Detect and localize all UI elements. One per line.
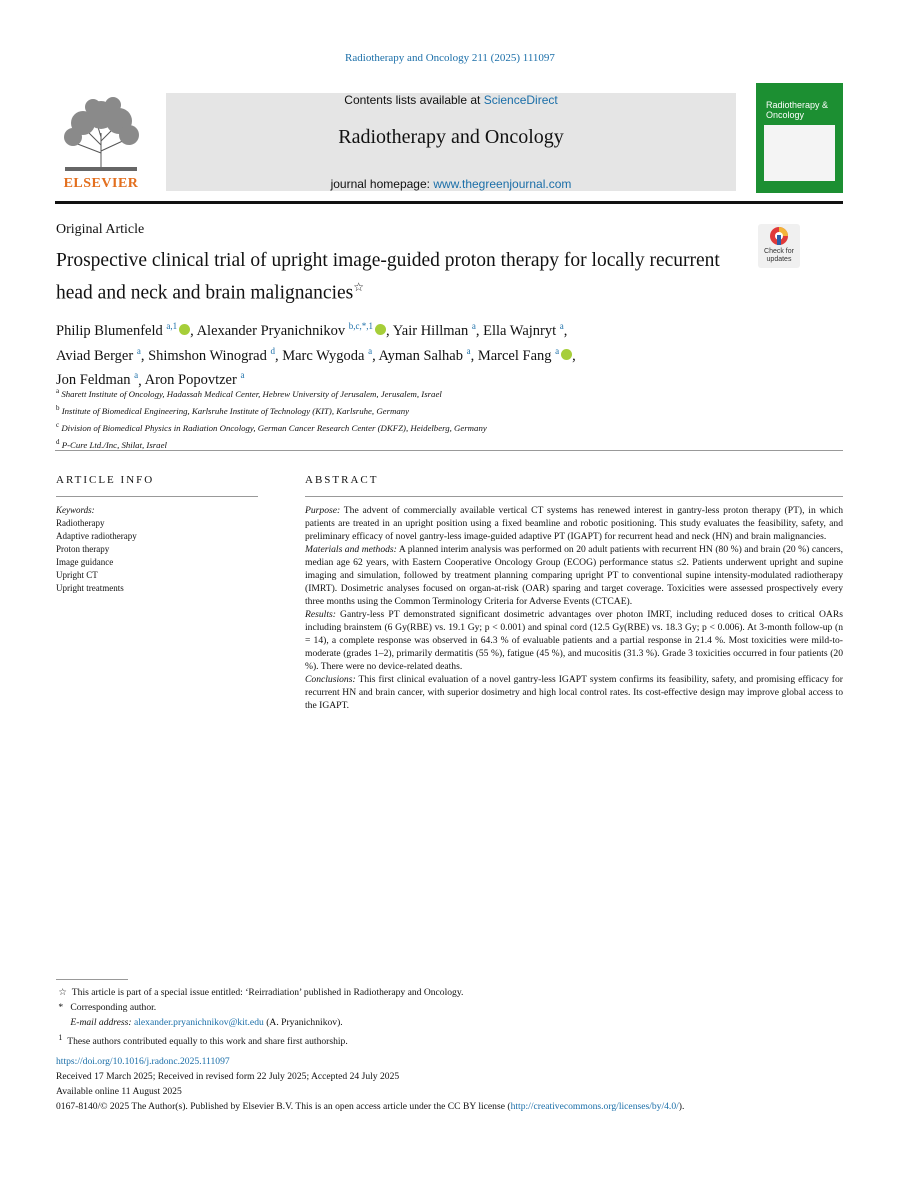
author[interactable]: Marc Wygoda $^a$ — [282, 345, 373, 364]
footnote-corresponding: * Corresponding author. — [56, 1002, 157, 1013]
orcid-icon[interactable] — [561, 349, 572, 360]
contents-line — [166, 93, 736, 107]
title-footnote-mark[interactable]: ☆ — [353, 280, 365, 294]
affiliations — [56, 384, 836, 452]
check-for-updates-badge[interactable] — [758, 224, 800, 268]
journal-title: Radiotherapy and Oncology — [338, 126, 564, 148]
author[interactable]: Aron Popovtzer $^a$ — [144, 370, 245, 389]
section-divider — [55, 450, 843, 451]
cover-graphic — [764, 125, 835, 181]
footnote-email: E-mail address: alexander.pryanichnikov@kit.edu (A. Pryanichnikov). — [70, 1017, 343, 1028]
author[interactable]: Aviad Berger $^a$ — [56, 345, 141, 364]
keyword: Upright CT — [56, 570, 98, 580]
article-title-text: Prospective clinical trial of upright image-guided proton therapy for locally recurrent head and neck and brain malignancies — [56, 250, 720, 304]
abstract-conclusions: Conclusions: This first clinical evaluation of a novel gantry-less IGAPT system confirms its feasibility, safety, and promising efficacy for recurrent HN and brain cancer, with superior dosimetry and high local control rates. Its cost-effective design may improve global access to the IGAPT. — [305, 674, 843, 711]
orcid-icon[interactable] — [179, 324, 190, 335]
author[interactable]: Shimshon Winograd $^d$ — [148, 345, 275, 364]
journal-cover-image[interactable] — [756, 83, 843, 193]
doi-link[interactable]: https://doi.org/10.1016/j.radonc.2025.111097 — [56, 1056, 230, 1067]
affiliation: $^c$ Division of Biomedical Physics in Radiation Oncology, German Cancer Research Center (DKFZ), Heidelberg, Germany — [56, 420, 487, 433]
abstract-results: Results: Gantry-less PT demonstrated significant dosimetric advantages over photon IMRT, including reduced doses to critical OARs including brainstem (6 Gy(RBE) vs. 19.1 Gy; p < 0.001) and spinal cord (12.5 Gy(RBE) vs. 18.3 Gy; p < 0.006). At 3-month follow-up (n = 14), a complete response was observed in 64.3 % of evaluable patients and a partial response in 21.4 %. Most toxicities were mild-to-moderate (grades 1–2), primarily dermatitis (55 %), fatigue (45 %), and mucositis (31.3 %). Grade 3 toxicities occurred in four patients (20 %). There were no device-related deaths. — [305, 609, 843, 672]
abstract-rule — [305, 496, 843, 497]
author[interactable]: Marcel Fang $^a$ — [478, 348, 572, 364]
keyword: Upright treatments — [56, 583, 124, 593]
elsevier-wordmark: ELSEVIER — [63, 176, 139, 191]
abstract-purpose: Purpose: The advent of commercially available vertical CT systems has renewed interest in gantry-less proton therapy (PT), in which patients are treated in an upright position using a fixed beamline and robotic positioning. This study evaluates the feasibility, safety, and preliminary efficacy of novel gantry-less image-guided adaptive PT (IGAPT) for recurrent head and neck (HN) and brain malignancies. — [305, 505, 843, 542]
author[interactable]: Philip Blumenfeld $^{a,1}$ — [56, 323, 190, 339]
article-info-heading: ARTICLE INFO — [56, 474, 155, 486]
license-link[interactable]: http://creativecommons.org/licenses/by/4.0/ — [510, 1101, 679, 1112]
article-title — [56, 248, 756, 307]
abstract-methods: Materials and methods: A planned interim analysis was performed on 20 adult patients with recurrent HN (80 %) and brain (20 %) cancers, median age 62 years, with Eastern Cooperative Oncology Group (ECOG) performance status ≤2. Patients underwent upright and supine imaging and simulation, followed by treatment planning comparing upright PT to conventional supine intensity-modulated radiotherapy (IMRT). Dosimetric analyses focused on organ-at-risk (OAR) sparing and target coverage. Toxicities were assessed prospectively every three months using the Common Terminology Criteria for Adverse Events (CTCAE). — [305, 544, 844, 607]
keyword: Proton therapy — [56, 544, 110, 554]
received-dates: Received 17 March 2025; Received in revised form 22 July 2025; Accepted 24 July 2025 — [56, 1071, 400, 1082]
author-list: Philip Blumenfeld $^{a,1}$ , Alexander Pryanichnikov $^{b,c,*,1}$ , Yair Hillman $^a$, Ella Wajnryt $^a$, Aviad Berger $^a$, Shimshon Winograd $^d$, Marc Wygoda $^a$, Ayman Salhab $^a$, Marcel Fang $^a$ , Jon Feldman $^a$, Aron Popovtzer $^a$ — [56, 321, 576, 389]
available-online: Available online 11 August 2025 — [56, 1086, 182, 1097]
author[interactable]: Alexander Pryanichnikov $^{b,c,*,1}$ — [197, 323, 386, 339]
footnote-rule — [56, 979, 128, 980]
keyword: Adaptive radiotherapy — [56, 531, 137, 541]
footnotes — [56, 985, 836, 1049]
footnote-special-issue: ☆ This article is part of a special issue entitled: ‘Reirradiation’ published in Radiotherapy and Oncology. — [56, 987, 464, 998]
license-line: 0167-8140/© 2025 The Author(s). Published by Elsevier B.V. This is an open access article under the CC BY license (http://creativecommons.org/licenses/by/4.0/). — [56, 1101, 685, 1112]
keywords-label: Keywords: — [56, 505, 95, 515]
author[interactable]: Jon Feldman $^a$ — [56, 370, 139, 389]
abstract-body — [305, 504, 843, 712]
journal-citation[interactable]: Radiotherapy and Oncology 211 (2025) 111097 — [345, 52, 555, 64]
author[interactable]: Ayman Salhab $^a$ — [378, 345, 471, 364]
sciencedirect-link[interactable]: ScienceDirect — [483, 93, 558, 107]
footnote-equal-contribution: $^1$ These authors contributed equally to this work and share first authorship. — [58, 1033, 348, 1048]
article-info-rule — [56, 496, 258, 497]
affiliation: $^d$ P-Cure Ltd./Inc, Shilat, Israel — [56, 437, 167, 450]
author[interactable]: Ella Wajnryt $^a$ — [483, 321, 564, 339]
journal-homepage-link[interactable]: www.thegreenjournal.com — [433, 177, 572, 191]
cover-title: Radiotherapy & Oncology — [766, 100, 829, 120]
contents-prefix: Contents lists available at — [344, 93, 484, 107]
homepage-line — [166, 177, 736, 191]
keyword: Radiotherapy — [56, 518, 105, 528]
header-rule — [55, 201, 843, 204]
homepage-prefix: journal homepage: — [330, 177, 434, 191]
publication-info — [56, 1054, 846, 1114]
keywords-block — [56, 504, 137, 595]
affiliation: $^a$ Sharett Institute of Oncology, Hadassah Medical Center, Hebrew University of Jerusalem, Jerusalem, Israel — [56, 387, 442, 399]
orcid-icon[interactable] — [375, 324, 386, 335]
crossmark-label: Check for updates — [764, 248, 794, 263]
article-type: Original Article — [56, 222, 145, 237]
abstract-heading: ABSTRACT — [305, 474, 379, 486]
affiliation: $^b$ Institute of Biomedical Engineering, Karlsruhe Institute of Technology (KIT), Karlsruhe, Germany — [56, 403, 410, 416]
keyword: Image guidance — [56, 557, 114, 567]
crossmark-icon — [758, 224, 800, 248]
author[interactable]: Yair Hillman $^a$ — [392, 321, 476, 339]
email-link[interactable]: alexander.pryanichnikov@kit.edu — [134, 1017, 264, 1028]
